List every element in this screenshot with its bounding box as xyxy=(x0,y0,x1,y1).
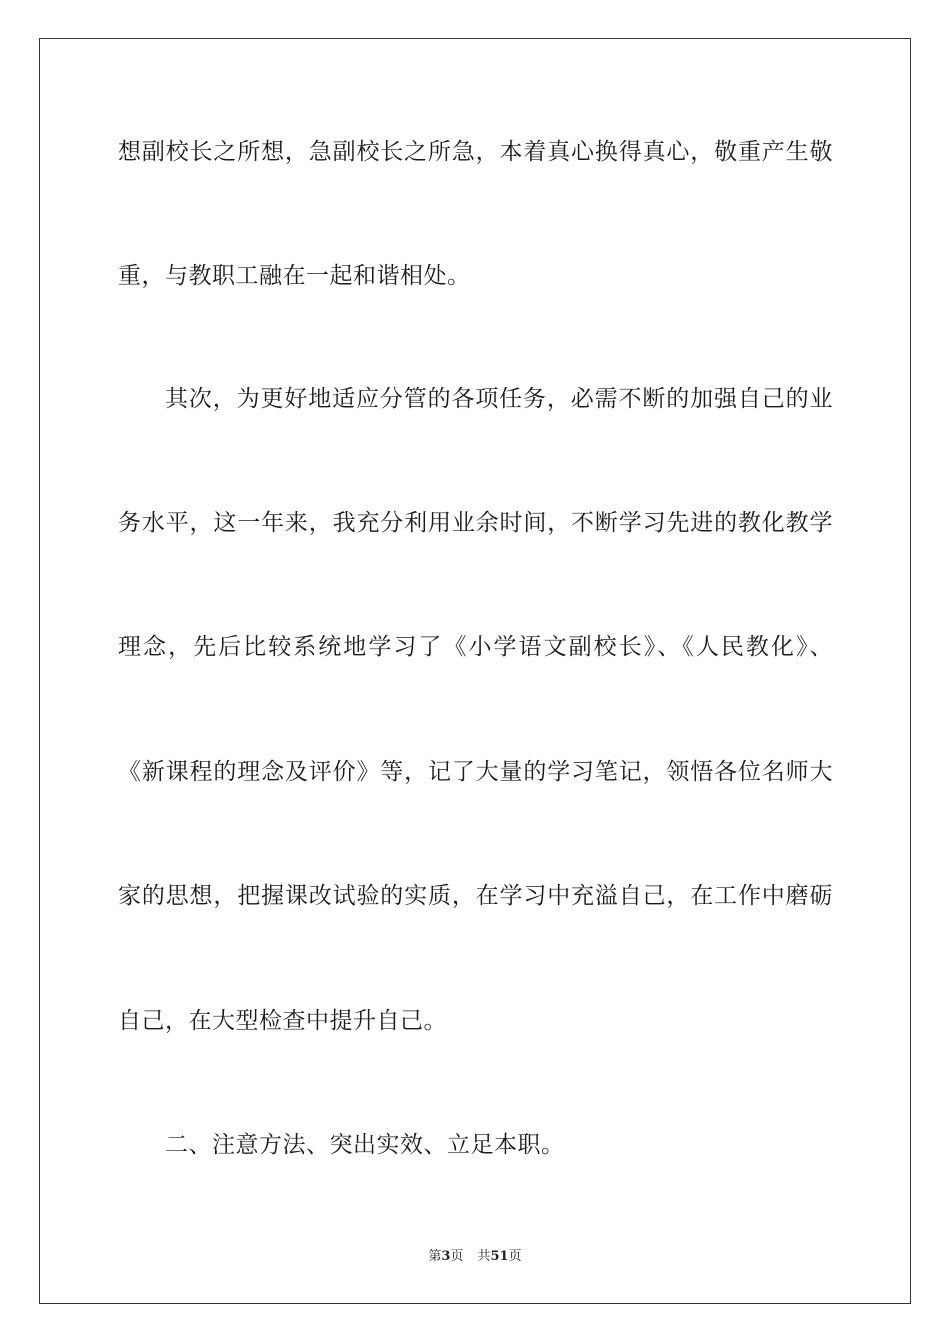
paragraph-line: 自己，在大型检查中提升自己。 xyxy=(118,1008,447,1034)
page-footer xyxy=(0,1248,950,1266)
total-suffix: 页 xyxy=(508,1249,522,1264)
paragraph-line: 务水平，这一年来，我充分利用业余时间，不断学习先进的教化教学 xyxy=(118,510,833,536)
page-prefix: 第 xyxy=(428,1249,442,1264)
total-prefix: 共 xyxy=(477,1249,491,1264)
page-suffix: 页 xyxy=(450,1249,464,1264)
paragraph-line: 重，与教职工融在一起和谐相处。 xyxy=(118,263,471,289)
paragraph-line: 家的思想，把握课改试验的实质，在学习中充溢自己，在工作中磨砺 xyxy=(118,883,833,909)
page-border xyxy=(39,38,911,1304)
current-page-number: 3 xyxy=(441,1249,451,1264)
paragraph-line: 《新课程的理念及评价》等，记了大量的学习笔记，领悟各位名师大 xyxy=(118,759,833,785)
total-page-count: 51 xyxy=(490,1249,509,1264)
paragraph-line: 理念，先后比较系统地学习了《小学语文副校长》、《人民教化》、 xyxy=(118,634,833,660)
section-heading: 二、注意方法、突出实效、立足本职。 xyxy=(165,1132,565,1158)
paragraph-line: 其次，为更好地适应分管的各项任务，必需不断的加强自己的业 xyxy=(165,386,833,412)
paragraph-line: 想副校长之所想，急副校长之所急，本着真心换得真心，敬重产生敬 xyxy=(118,139,833,165)
